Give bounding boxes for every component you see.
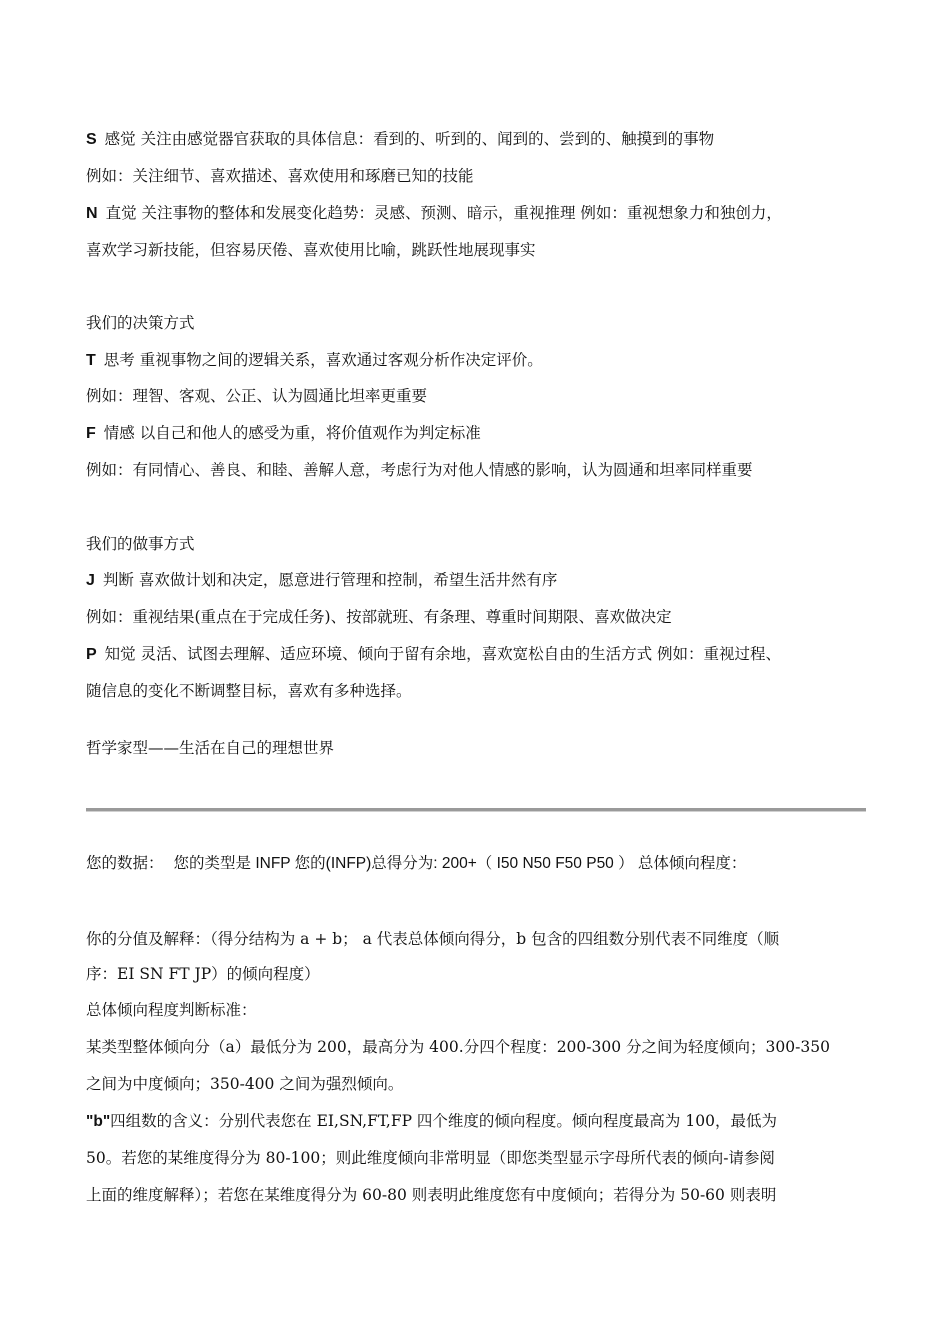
criteria-line-1: 某类型整体倾向分（a）最低分为 200，最高分为 400.分四个程度：200-300 分之间为轻度倾向；300-350 (86, 1038, 830, 1056)
j-description: 判断 喜欢做计划和决定，愿意进行管理和控制，希望生活井然有序 (102, 571, 558, 589)
j-letter: J (86, 572, 95, 589)
f-example-line: 例如：有同情心、善良、和睦、善解人意，考虑行为对他人情感的影响，认为圆通和坦率同样重要 (86, 461, 753, 479)
criteria-heading: 总体倾向程度判断标准： (86, 1001, 257, 1019)
f-letter: F (86, 425, 96, 442)
b-meaning-text: 四组数的含义：分别代表您在 EI,SN,FT,FP 四个维度的倾向程度。倾向程度最高为 100，最低为 (110, 1112, 777, 1130)
p-description-continued: 随信息的变化不断调整目标，喜欢有多种选择。 (86, 682, 412, 700)
t-description: 思考 重视事物之间的逻辑关系，喜欢通过客观分析作决定评价。 (103, 351, 543, 369)
t-letter: T (86, 352, 96, 369)
type-title: 哲学家型——生活在自己的理想世界 (86, 739, 335, 757)
explanation-line-1: 你的分值及解释：（得分结构为 a + b； a 代表总体倾向得分，b 包含的四组数分别代表不同维度（顺 (86, 930, 780, 948)
p-description: 知觉 灵活、试图去理解、适应环境、倾向于留有余地，喜欢宽松自由的生活方式 例如：重视过程、 (104, 645, 782, 663)
f-description: 情感 以自己和他人的感受为重，将价值观作为判定标准 (103, 424, 481, 442)
n-description: 直觉 关注事物的整体和发展变化趋势：灵感、预测、暗示，重视推理 例如：重视想象力和独创力， (105, 204, 782, 222)
n-letter: N (86, 205, 98, 222)
t-dimension-line (86, 349, 543, 372)
j-dimension-line (86, 569, 557, 592)
p-dimension-line (86, 643, 781, 666)
b-meaning-line-2: 50。若您的某维度得分为 80-100；则此维度倾向非常明显（即您类型显示字母所代表的倾向-请参阅 (86, 1149, 775, 1167)
s-dimension-line (86, 128, 714, 151)
n-dimension-line (86, 202, 782, 225)
p-letter: P (86, 646, 97, 663)
b-label: "b" (86, 1113, 111, 1130)
s-letter: S (86, 131, 97, 148)
decision-heading: 我们的决策方式 (86, 314, 195, 332)
section-divider (86, 808, 866, 812)
b-meaning-line-3: 上面的维度解释）；若您在某维度得分为 60-80 则表明此维度您有中度倾向；若得分为 50-60 则表明 (86, 1186, 777, 1204)
result-line (86, 852, 746, 875)
result-label: 您的数据： (86, 854, 164, 872)
t-example-line: 例如：理智、客观、公正、认为圆通比坦率更重要 (86, 387, 428, 405)
action-heading: 我们的做事方式 (86, 535, 195, 553)
criteria-line-2: 之间为中度倾向；350-400 之间为强烈倾向。 (86, 1075, 404, 1093)
s-example-line: 例如：关注细节、喜欢描述、喜欢使用和琢磨已知的技能 (86, 167, 474, 185)
result-type-text: 您的类型是 INFP 您的(INFP)总得分为: 200+（ I50 N50 F50 P50 ） 总体倾向程度： (173, 855, 747, 872)
b-meaning-line-1 (86, 1110, 777, 1133)
explanation-line-2: 序：EI SN FT JP）的倾向程度） (86, 965, 320, 983)
s-description: 感觉 关注由感觉器官获取的具体信息：看到的、听到的、闻到的、尝到的、触摸到的事物 (104, 130, 715, 148)
n-description-continued: 喜欢学习新技能，但容易厌倦、喜欢使用比喻，跳跃性地展现事实 (86, 241, 536, 259)
j-example-line: 例如：重视结果(重点在于完成任务)、按部就班、有条理、尊重时间期限、喜欢做决定 (86, 608, 672, 626)
f-dimension-line (86, 422, 481, 445)
